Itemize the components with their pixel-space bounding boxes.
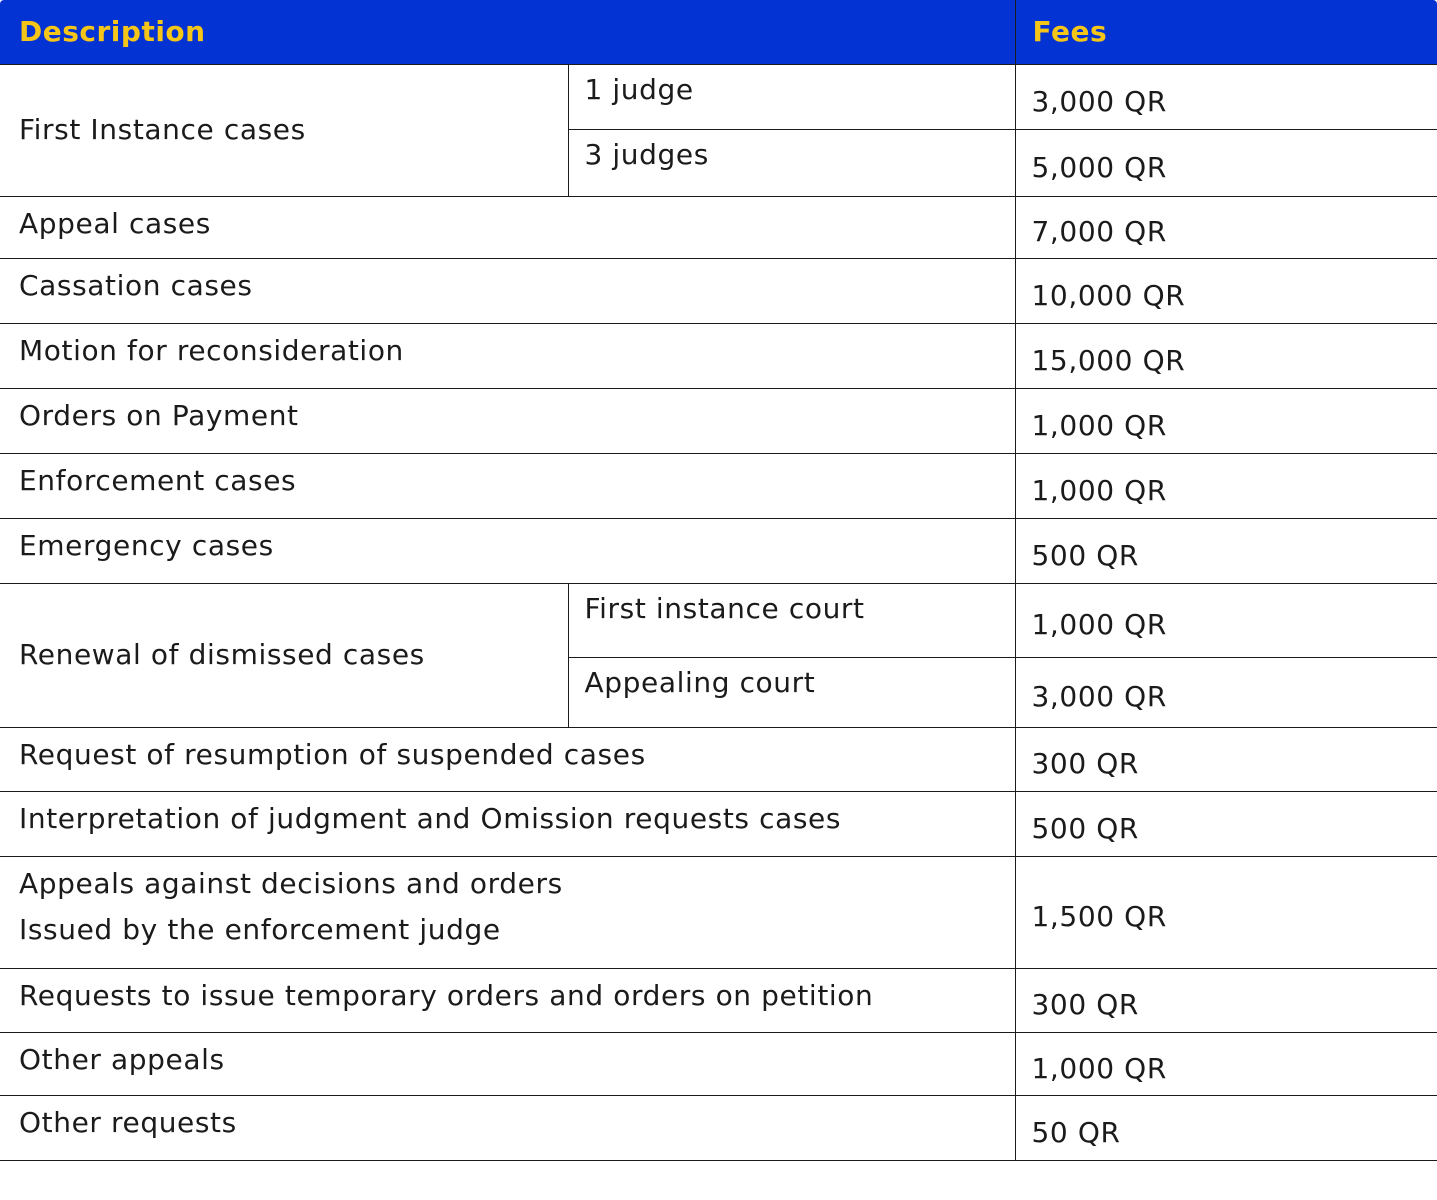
row-fee: 500 QR <box>1015 518 1437 583</box>
row-fee: 500 QR <box>1015 791 1437 856</box>
row-fee: 1,000 QR <box>1015 1032 1437 1095</box>
table-row <box>0 388 1437 453</box>
row-description: Motion for reconsideration <box>0 323 1015 388</box>
row-description: Appeal cases <box>0 196 1015 258</box>
header-row <box>0 0 1437 64</box>
row-sub-description: Appealing court <box>568 657 1015 727</box>
table-row <box>0 196 1437 258</box>
row-sub-description: 1 judge <box>568 64 1015 129</box>
row-description: First Instance cases <box>0 64 568 196</box>
row-sub-description: 3 judges <box>568 129 1015 196</box>
row-description: Orders on Payment <box>0 388 1015 453</box>
row-fee: 7,000 QR <box>1015 196 1437 258</box>
table-row <box>0 856 1437 968</box>
table-row <box>0 791 1437 856</box>
column-header-description: Description <box>0 0 1015 64</box>
row-description: Requests to issue temporary orders and orders on petition <box>0 968 1015 1032</box>
table-row <box>0 453 1437 518</box>
table-row <box>0 323 1437 388</box>
table-row <box>0 258 1437 323</box>
row-sub-description: First instance court <box>568 583 1015 657</box>
row-description: Emergency cases <box>0 518 1015 583</box>
table-row <box>0 1095 1437 1160</box>
table-row <box>0 64 1437 129</box>
row-description: Cassation cases <box>0 258 1015 323</box>
table-row <box>0 727 1437 791</box>
row-fee: 10,000 QR <box>1015 258 1437 323</box>
row-description: Interpretation of judgment and Omission requests cases <box>0 791 1015 856</box>
row-fee: 1,000 QR <box>1015 453 1437 518</box>
row-fee: 1,000 QR <box>1015 388 1437 453</box>
table-row <box>0 968 1437 1032</box>
row-description-line: Issued by the enforcement judge <box>19 912 501 946</box>
row-fee: 3,000 QR <box>1015 657 1437 727</box>
row-description: Request of resumption of suspended cases <box>0 727 1015 791</box>
table-row <box>0 518 1437 583</box>
row-description: Other appeals <box>0 1032 1015 1095</box>
row-description: Renewal of dismissed cases <box>0 583 568 727</box>
row-fee: 5,000 QR <box>1015 129 1437 196</box>
table-row <box>0 1032 1437 1095</box>
row-fee: 1,500 QR <box>1015 856 1437 968</box>
row-description <box>0 856 1015 968</box>
row-fee: 15,000 QR <box>1015 323 1437 388</box>
table-header <box>0 0 1437 64</box>
table-row <box>0 583 1437 657</box>
row-fee: 50 QR <box>1015 1095 1437 1160</box>
row-fee: 3,000 QR <box>1015 64 1437 129</box>
table-body <box>0 64 1437 1160</box>
row-fee: 300 QR <box>1015 968 1437 1032</box>
row-description: Enforcement cases <box>0 453 1015 518</box>
row-fee: 300 QR <box>1015 727 1437 791</box>
row-description-line: Appeals against decisions and orders <box>19 866 563 900</box>
row-description: Other requests <box>0 1095 1015 1160</box>
column-header-fees: Fees <box>1015 0 1437 64</box>
row-fee: 1,000 QR <box>1015 583 1437 657</box>
